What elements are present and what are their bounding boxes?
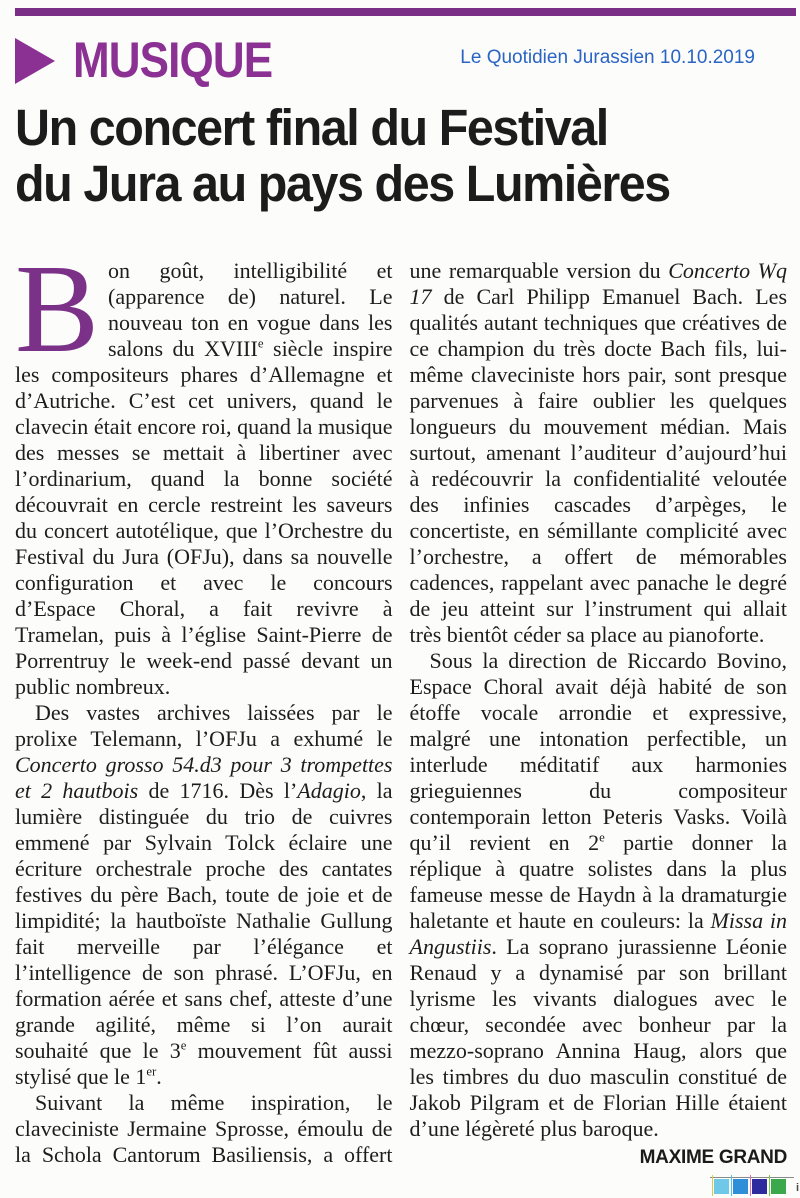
press-clipping-logo [714,1179,799,1195]
column-1-paragraphs [15,240,393,1168]
logo-tick [731,1175,732,1196]
section-header [15,32,299,88]
headline [15,100,670,212]
headline-line-2: du Jura au pays des Lumières [15,155,670,212]
logo-tick [769,1175,770,1196]
triangle-right-icon [15,38,55,84]
headline-line-1: Un concert final du Festival [15,99,608,156]
logo-square [714,1179,729,1194]
drop-cap: B [15,240,100,379]
paragraph: Sous la direction de Riccardo Bovino, Espace Choral avait déjà habité de son étoffe vocale arrondie et expressive, malgré une intonation perfectible, un interlude méditatif aux harmonies grieguiennes du compositeur contemporain letton Peteris Vasks. Voilà qu’il revient en 2e partie donner la réplique à quatre solistes dans la plus fameuse messe de Haydn à la dramaturgie haletante et haute en couleurs: la Missa in Angustiis. La soprano jurassienne Léonie Renaud y a dynamisé par son brillant lyrisme les vivants dialogues avec le chœur, secondée avec bonheur par la mezzo-soprano Annina Haug, alors que les timbres du duo masculin constitué de Jakob Pilgram et de Florian Hille étaient d’une légèreté plus baroque. [409,648,787,1141]
logo-tick [712,1175,713,1196]
logo-square [771,1179,786,1194]
paragraph: Suivant la même inspiration, le claveciniste Jermaine Sprosse, émoulu de la Schola Cantorum Basiliensis, a offert [15,1090,393,1167]
section-label: MUSIQUE [73,32,273,88]
logo-square [752,1179,767,1194]
article-column-2 [410,258,788,1171]
logo-square [733,1179,748,1194]
logo-hairline [710,1177,794,1178]
logo-tick [750,1175,751,1196]
article-body [15,240,788,1171]
logo-squares [714,1179,799,1194]
logo-i-mark: i [795,1182,799,1194]
paragraph: Des vastes archives laissées par le prolixe Telemann, l’OFJu a exhumé le Concerto grosso 54.d3 pour 3 trompettes et 2 hautbois de 1716. Dès l’Adagio, la lumière distinguée du trio de cuivres emmené par Sylvain Tolck éclaire une écriture orchestrale proche des cantates festives du père Bach, toute de joie et de limpidité; la hautboïste Nathalie Gullung fait merveille par l’élégance et l’intelligence de son phrasé. L’OFJu, en formation aérée et sans chef, atteste d’une grande agilité, même si l’on aurait souhaité que le 3e mouvement fût aussi stylisé que le 1er. [15,700,393,1089]
byline: MAXIME GRAND [639,1147,787,1168]
paragraph: une remarquable version du Concerto Wq 17 de Carl Philipp Emanuel Bach. Les qualités autant techniques que créatives de ce champion du très docte Bach fils, lui-même claveciniste hors pair, sont presque parvenues à faire oublier les quelques longueurs du mouvement médian. Mais surtout, amenant l’auditeur d’aujourd’hui à redécouvrir la confidentialité veloutée des infinies cascades d’arpèges, le concertiste, en sémillante complicité avec l’orchestre, a offert de mémorables cadences, rappelant avec panache le degré de jeu atteint sur l’instrument qui allait très bientôt céder sa place au pianoforte. [409,258,788,647]
source-date: Le Quotidien Jurassien 10.10.2019 [460,47,755,68]
column-2-paragraphs [410,258,788,1142]
top-rule [15,8,796,16]
paragraph: Bon goût, intelligibilité et (apparence de) naturel. Le nouveau ton en vogue dans les salons du XVIIIe siècle inspire les compositeurs phares d’Allemagne et d’Autriche. C’est cet univers, quand le clavecin était encore roi, quand la musique des messes se mettait à libertiner avec l’ordinarium, quand la bonne société découvrait en cercle restreint les saveurs du concert autotélique, que l’Orchestre du Festival du Jura (OFJu), dans sa nouvelle configuration et avec le concours d’Espace Choral, a fait revivre à Tramelan, puis à l’église Saint-Pierre de Porrentruy le week-end passé devant un public nombreux. [15,240,393,699]
article-column-1 [15,240,393,1171]
